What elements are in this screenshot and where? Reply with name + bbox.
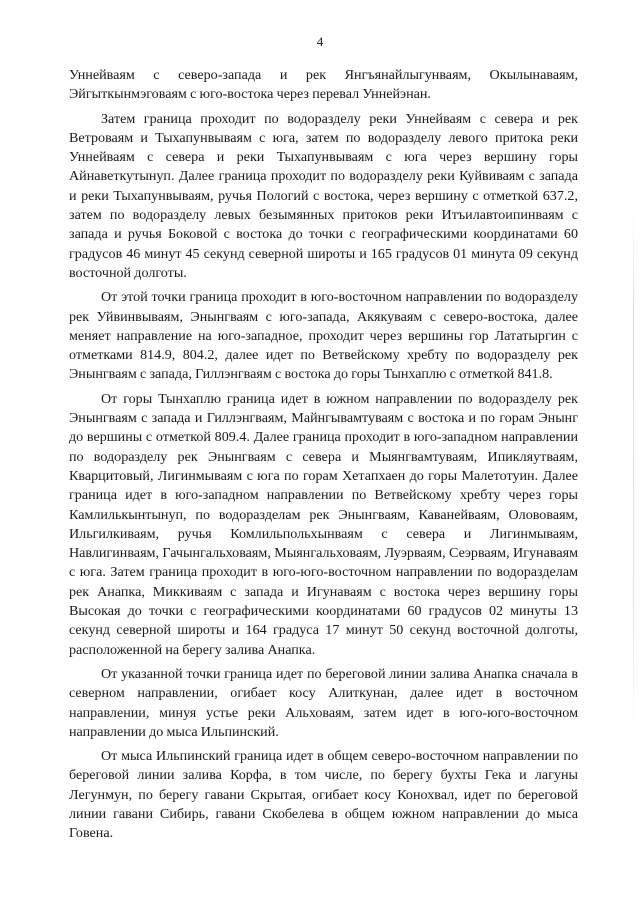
scan-edge-shadow bbox=[633, 210, 634, 730]
paragraph-continuation: Уннейваям с северо-запада и рек Янгъянайлыгунваям, Окылынаваям, Эйгыткынмэговаям с юго-востока через перевал Уннейэнан. bbox=[69, 67, 578, 103]
paragraph-boundary-watersheds: Затем граница проходит по водоразделу реки Уннейваям с севера и рек Ветроваям и Тыхапунвываям с юга, затем по водоразделу левого притока реки Уннейваям с севера и реки Тыхапунвываям с юга через вершину горы Айнаветкутынуп. Далее граница проходит по водоразделу реки Куйвиваям с запада и реки Тыхапунвываям, ручья Пологий с востока, через вершину с отметкой 637.2, затем по водоразделу левых безымянных притоков реки Итъилавтоипинваям с запада и ручья Боковой с востока до точки с географическими координатами 60 градусов 46 минут 45 секунд северной широты и 165 градусов 01 минута 09 секунд восточной долготы. bbox=[69, 110, 578, 281]
paragraph-south-direction: От горы Тынхаплю граница идет в южном направлении по водоразделу рек Энынгваям с запада и Гиллэнгваям, Майнгывамтуваям с востока и по горам Энынг до вершины с отметкой 809.4. Далее граница проходит в юго-западном направлении по водоразделу рек Энынгваям с севера и Мыянгвамтуваям, Ипикляутваям, Кварцитовый, Лигинмываям с юга по горам Хетапхаен до горы Малетотуин. Далее граница идет в юго-западном направлении по Ветвейскому хребту через горы Камлилькынтынуп, по водоразделам рек Энынгваям, Каванейваям, Олововаям, Ильгилкиваям, ручья Комлильпольхынваям с севера и Лигинмываям, Навлигинваям, Гачынгальховаям, Мыянгальховаям, Луэрваям, Сеэрваям, Игунаваям с юга. Затем граница проходит в юго-юго-восточном направлении по водоразделам рек Анапка, Миккиваям с запада и Игунаваям с востока через вершину горы Высокая до точки с географическими координатами 60 градусов 02 минуты 13 секунд северной широты и 164 градуса 17 минут 50 секунд восточной долготы, расположенной на берегу залива Анапка. bbox=[69, 390, 578, 658]
document-body bbox=[69, 66, 578, 844]
paragraph-southeast-direction: От этой точки граница проходит в юго-восточном направлении по водоразделу рек Уйвинвываям, Энынгваям с юго-запада, Акякуваям с северо-востока, далее меняет направление на юго-западное, проходит через вершины гор Лататыргин с отметками 814.9, 804.2, далее идет по Ветвейскому хребту по водоразделу рек Энынгваям с запада, Гиллэнгваям с востока до горы Тынхаплю с отметкой 841.8. bbox=[69, 289, 578, 383]
paragraph-korfa-coastline: От мыса Ильпинский граница идет в общем северо-восточном направлении по береговой линии залива Корфа, в том числе, по берегу бухты Гека и лагуны Легунмун, по берегу гавани Скрытая, огибает косу Конохвал, идет по береговой линии гавани Сибирь, гавани Скобелева в общем южном направлении до мыса Говена. bbox=[69, 748, 578, 842]
page-number: 4 bbox=[316, 34, 324, 49]
paragraph-anapka-coastline: От указанной точки граница идет по береговой линии залива Анапка сначала в северном направлении, огибает косу Алиткунан, далее идет в восточном направлении, минуя устье реки Альховаям, затем идет в юго-юго-восточном направлении до мыса Ильпинский. bbox=[69, 665, 578, 740]
